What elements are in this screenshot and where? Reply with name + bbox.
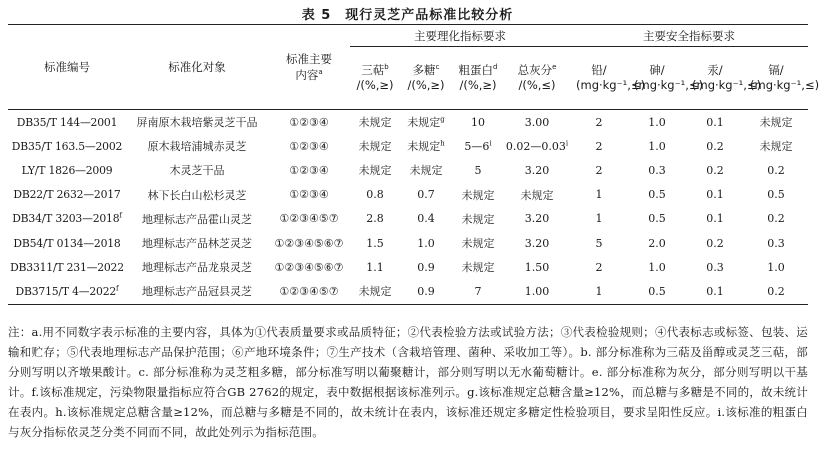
cell-triterpene: 未规定 <box>350 279 400 304</box>
cell-ash: 1.50 <box>524 260 550 274</box>
cell-object: 原木栽培浦城赤灵芝 <box>147 140 247 154</box>
table-footnote: 注：a.用不同数字表示标准的主要内容，具体为①代表质量要求或品质特征；②代表检验方法或试验方法；③代表检验规则；④代表标志或标签、包装、运输和贮存；⑤代表地理标志产品保护范围；⑥产地环境条件；⑦生产技术（含栽培管理、菌种、采收加工等）。b. 部分标准称为三萜及甾醇或灵芝三萜，部分则写明以齐墩果酸计。c. 部分标准称为灵芝粗多糖，部分标准写明以葡聚糖计，部分则写明以无水葡萄糖计。e. 部分标准称为灰分，部分则写明以干基计。f.该标准规定，污染物限量指标应符合GB 2762的规定，表中数据根据该标准列示。g.该标准规定总糖含量≥12%，而总糖与多糖是不同的，故未统计在表内。h.该标准规定总糖含量≥12%，而总糖与多糖是不同的，故未统计在表内，该标准还规定多糖定性检验项目，要求呈阳性反应。i.该标准的粗蛋白与灰分指标依灵芝分类不同而不同，故此处列示为指标范围。 <box>8 325 808 439</box>
cell-content: ①②③④ <box>289 163 329 177</box>
cell-lead: 1 <box>570 279 628 304</box>
cell-standard-no: LY/T 1826—2009 <box>21 163 113 177</box>
cell-content: ①②③④ <box>289 115 329 129</box>
cell-ash: 3.00 <box>524 115 550 129</box>
cell-protein: 未规定 <box>461 237 495 251</box>
cell-content: ①②③④⑤⑦ <box>268 279 350 304</box>
header-lead: 铅/ (mg·kg⁻¹,≤) <box>570 47 628 110</box>
cell-cadmium: 未规定 <box>759 116 793 130</box>
cell-arsenic: 1.0 <box>648 139 666 153</box>
cell-cadmium: 0.2 <box>767 212 785 226</box>
header-triterpene: 三萜$^b$ /(%,≥) <box>350 47 400 110</box>
cell-polysaccharide: 未规定 <box>409 164 443 178</box>
cell-protein: 5—6$^i$ <box>464 139 492 153</box>
cell-polysaccharide: 0.7 <box>417 188 435 202</box>
cell-ash: 3.20 <box>524 212 550 226</box>
table-row <box>8 255 808 279</box>
table-row <box>8 207 808 231</box>
header-std-no: 标准编号 <box>8 25 126 110</box>
cell-polysaccharide: 未规定$^h$ <box>407 139 445 154</box>
header-protein: 粗蛋白$^d$ /(%,≥) <box>452 47 504 110</box>
cell-cadmium: 未规定 <box>759 140 793 154</box>
header-cadmium: 镉/ (mg·kg⁻¹,≤) <box>744 47 808 110</box>
cell-standard-no: DB35/T 163.5—2002 <box>11 139 123 153</box>
cell-triterpene: 未规定 <box>358 116 392 130</box>
cell-lead: 2 <box>595 260 603 274</box>
cell-polysaccharide: 0.4 <box>417 212 435 226</box>
table-row <box>8 279 808 304</box>
cell-mercury: 0.1 <box>706 115 724 129</box>
cell-arsenic: 0.5 <box>648 212 666 226</box>
header-content: 标准主要内容$^a$ <box>268 25 350 110</box>
cell-lead: 2 <box>595 163 603 177</box>
cell-cadmium: 1.0 <box>767 260 785 274</box>
table-caption: 表 5 现行灵芝产品标准比较分析 <box>301 8 514 23</box>
cell-content: ①②③④⑤⑥⑦ <box>274 260 344 274</box>
cell-triterpene: 1.1 <box>366 260 384 274</box>
cell-content: ①②③④⑤⑥⑦ <box>274 236 344 250</box>
header-arsenic: 砷/ (mg·kg⁻¹,≤) <box>628 47 686 110</box>
cell-arsenic: 0.5 <box>648 188 666 202</box>
cell-standard-no: DB34/T 3203—2018$^f$ <box>12 211 122 226</box>
cell-protein: 未规定 <box>461 212 495 226</box>
cell-triterpene: 1.5 <box>366 236 384 250</box>
table-row <box>8 134 808 158</box>
cell-object: 地理标志产品林芝灵芝 <box>142 237 252 251</box>
cell-standard-no: DB35/T 144—2001 <box>16 115 118 129</box>
cell-protein: 未规定 <box>461 188 495 202</box>
cell-arsenic: 1.0 <box>648 115 666 129</box>
cell-arsenic: 0.5 <box>628 279 686 304</box>
cell-mercury: 0.2 <box>706 139 724 153</box>
header-polysaccharide: 多糖$^c$ /(%,≥) <box>400 47 452 110</box>
cell-cadmium: 0.5 <box>767 188 785 202</box>
cell-ash: 0.02—0.03$^i$ <box>505 139 569 153</box>
cell-lead: 1 <box>595 188 603 202</box>
cell-mercury: 0.1 <box>706 212 724 226</box>
cell-polysaccharide: 0.9 <box>417 260 435 274</box>
table-row <box>8 183 808 207</box>
cell-ash: 1.00 <box>504 279 570 304</box>
header-group-physchem: 主要理化指标要求 <box>350 25 570 47</box>
cell-cadmium: 0.2 <box>767 163 785 177</box>
cell-object: 屏南原木栽培紫灵芝干品 <box>136 116 258 130</box>
cell-triterpene: 未规定 <box>358 140 392 154</box>
cell-object: 木灵芝干品 <box>169 164 225 178</box>
cell-arsenic: 1.0 <box>648 260 666 274</box>
cell-arsenic: 2.0 <box>648 236 666 250</box>
cell-mercury: 0.1 <box>706 188 724 202</box>
cell-protein: 未规定 <box>461 261 495 275</box>
cell-lead: 2 <box>595 115 603 129</box>
cell-mercury: 0.2 <box>706 236 724 250</box>
cell-polysaccharide: 0.9 <box>400 279 452 304</box>
cell-object: 地理标志产品龙泉灵芝 <box>142 261 252 275</box>
cell-lead: 1 <box>595 212 603 226</box>
header-group-safety: 主要安全指标要求 <box>570 25 808 47</box>
cell-protein: 10 <box>471 115 485 129</box>
cell-standard-no: DB3715/T 4—2022$^f$ <box>8 279 126 304</box>
cell-ash: 3.20 <box>524 163 550 177</box>
cell-triterpene: 未规定 <box>358 164 392 178</box>
header-object: 标准化对象 <box>126 25 268 110</box>
cell-standard-no: DB3311/T 231—2022 <box>10 260 124 274</box>
cell-ash: 3.20 <box>524 236 550 250</box>
cell-content: ①②③④ <box>289 139 329 153</box>
table-row <box>8 231 808 255</box>
cell-standard-no: DB54/T 0134—2018 <box>13 236 121 250</box>
cell-polysaccharide: 1.0 <box>417 236 435 250</box>
cell-cadmium: 0.3 <box>767 236 785 250</box>
cell-lead: 5 <box>595 236 603 250</box>
cell-lead: 2 <box>595 139 603 153</box>
cell-object: 地理标志产品霍山灵芝 <box>142 212 252 226</box>
cell-object: 林下长白山松杉灵芝 <box>147 188 247 202</box>
table-row <box>8 110 808 135</box>
header-mercury: 汞/ (mg·kg⁻¹,≤) <box>686 47 744 110</box>
cell-cadmium: 0.2 <box>744 279 808 304</box>
cell-standard-no: DB22/T 2632—2017 <box>13 188 121 202</box>
table-row <box>8 158 808 182</box>
cell-polysaccharide: 未规定$^g$ <box>407 115 445 130</box>
cell-protein: 5 <box>474 163 482 177</box>
cell-triterpene: 2.8 <box>366 212 384 226</box>
cell-protein: 7 <box>452 279 504 304</box>
cell-ash: 未规定 <box>520 188 554 202</box>
header-ash: 总灰分$^e$ /(%,≤) <box>504 47 570 110</box>
cell-mercury: 0.1 <box>686 279 744 304</box>
cell-content: ①②③④ <box>289 188 329 202</box>
cell-mercury: 0.2 <box>706 163 724 177</box>
cell-arsenic: 0.3 <box>648 163 666 177</box>
cell-object: 地理标志产品冠县灵芝 <box>126 279 268 304</box>
standards-table <box>8 24 819 305</box>
cell-triterpene: 0.8 <box>366 188 384 202</box>
cell-mercury: 0.3 <box>706 260 724 274</box>
cell-content: ①②③④⑤⑦ <box>279 212 339 226</box>
